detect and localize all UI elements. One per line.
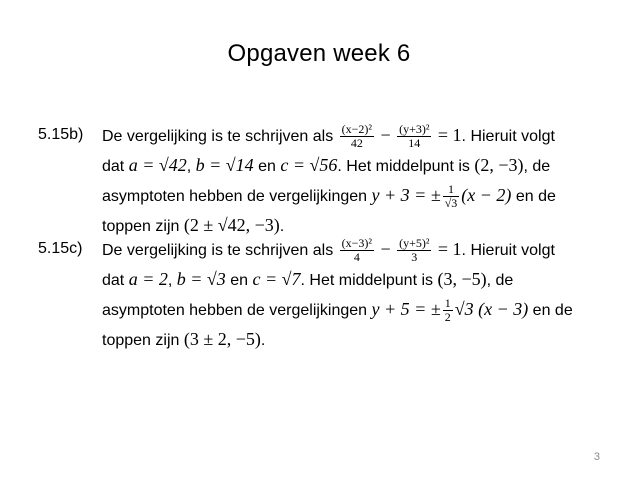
line-1 [102,234,622,264]
center-point: (3, −5) [437,269,487,289]
text-en: en [258,158,276,175]
slide-title: Opgaven week 6 [227,40,411,67]
text-prefix: asymptoten hebben de vergelijkingen [102,302,368,319]
text-middle: . Het middelpunt is [337,158,470,175]
text-prefix: De vergelijking is te schrijven als [102,242,334,259]
vertices-expression: (3 ± 2, −5) [183,329,261,349]
text-middle: . Het middelpunt is [300,272,434,289]
c-expression: c = √56 [280,155,338,175]
fraction-numerator: 1 [444,296,451,311]
text-suffix: . Hieruit volgt [461,242,555,259]
exercise-body [102,120,622,240]
fraction-denominator: 3 [411,250,418,265]
text-suffix: en de [515,188,556,205]
asymptote-lhs: y + 3 = ± [371,185,441,205]
line-3 [102,180,622,210]
vertices-expression: (2 ± √42, −3) [183,215,280,235]
asymptote-rhs: (x − 2) [461,185,512,205]
line-2: dat a = 2, b = √3 en c = √7. Het middelpunt is (3, −5), de [102,269,514,289]
asymptote-rhs: √3 (x − 3) [454,299,529,319]
fraction-x [340,123,374,150]
line-4 [102,324,622,354]
fraction-denominator: 42 [350,136,363,151]
fraction-numerator: (y+3)² [399,122,430,137]
c-expression: c = √7 [252,269,301,289]
equals-one: = 1 [437,125,462,145]
text-de: , de [523,158,551,175]
text-suffix: . Hieruit volgt [461,128,555,145]
fraction-slope [443,183,460,210]
b-expression: b = √14 [195,155,254,175]
fraction-slope [443,297,453,324]
fraction-denominator: 4 [353,250,360,265]
a-expression: a = √42 [128,155,187,175]
line-1 [102,120,622,150]
fraction-x [340,237,374,264]
minus-sign: − [380,125,391,145]
a-expression: a = 2 [128,269,168,289]
text-prefix: De vergelijking is te schrijven als [102,128,334,145]
line-3 [102,294,622,324]
fraction-denominator: 14 [408,136,421,151]
page-number: 3 [593,451,600,463]
text-de: , de [486,272,514,289]
text-prefix: toppen zijn [102,218,180,235]
text-dat: dat [102,272,125,289]
asymptote-lhs: y + 5 = ± [371,299,441,319]
text-suffix: . [279,218,285,235]
exercise-body [102,234,622,354]
fraction-y [397,237,431,264]
minus-sign: − [380,239,391,259]
text-prefix: asymptoten hebben de vergelijkingen [102,188,368,205]
exercise-label: 5.15c) [38,240,83,257]
fraction-y [397,123,431,150]
text-en: en [230,272,249,289]
fraction-numerator: 1 [443,183,460,197]
text-suffix: en de [532,302,573,319]
fraction-numerator: (x−2)² [341,122,373,137]
text-prefix: toppen zijn [102,332,180,349]
fraction-denominator: √3 [444,196,458,211]
text-suffix: . [260,332,266,349]
center-point: (2, −3) [474,155,524,175]
line-2: dat a = √42, b = √14 en c = √56. Het middelpunt is (2, −3), de [102,155,551,175]
fraction-numerator: (x−3)² [341,236,373,251]
fraction-numerator: (y+5)² [399,236,430,251]
b-expression: b = √3 [176,269,226,289]
text-dat: dat [102,158,125,175]
equals-one: = 1 [437,239,462,259]
exercise-label: 5.15b) [38,126,84,143]
fraction-denominator: 2 [444,310,451,325]
